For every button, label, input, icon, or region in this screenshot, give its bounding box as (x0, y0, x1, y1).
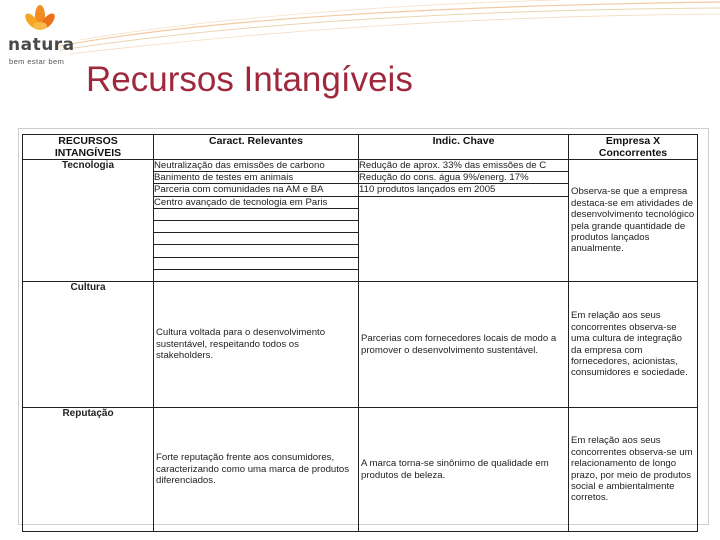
caract-line: Parceria com comunidades na AM e BA (154, 184, 358, 196)
cell-indic-cultura (359, 282, 569, 408)
cell-empresa-tecnologia (569, 160, 698, 282)
header-recursos: RECURSOS INTANGÍVEIS (23, 135, 154, 160)
row-label-cultura: Cultura (23, 282, 154, 408)
header-empresa: Empresa X Concorrentes (569, 135, 698, 160)
cell-indic-reputacao (359, 408, 569, 532)
caract-text: Cultura voltada para o desenvolvimento sustentável, respeitando todos os stakeholders. (156, 327, 326, 362)
cell-empresa-cultura (569, 282, 698, 408)
row-label-reputacao: Reputação (23, 408, 154, 532)
cell-caract-cultura (154, 282, 359, 408)
flower-logo-icon (22, 2, 58, 36)
table-header-row (23, 135, 698, 160)
empty-line (154, 221, 358, 233)
caract-line: Neutralização das emissões de carbono (154, 160, 358, 172)
cell-empresa-reputacao (569, 408, 698, 532)
empresa-text: Em relação aos seus concorrentes observa-se um relacionamento de longo prazo, por meio de produtos social e ambientalmente corretos. (571, 435, 693, 504)
indic-line: Redução de aprox. 33% das emissões de C (359, 160, 568, 172)
empresa-text: Em relação aos seus concorrentes observa-se uma cultura de integração da empresa com fornecedores, acionistas, consumidores e sociedade. (571, 310, 688, 379)
row-label-tecnologia: Tecnologia (23, 160, 154, 282)
caract-text: Forte reputação frente aos consumidores, caracterizando como uma marca de produtos diferenciados. (156, 452, 350, 487)
cell-caract-tecnologia (154, 160, 359, 282)
natura-logo (4, 2, 76, 68)
cell-indic-tecnologia (359, 160, 569, 282)
caract-line: Centro avançado de tecnologia em Paris (154, 197, 358, 209)
logo-wordmark: natura (8, 35, 75, 55)
caract-line: Banimento de testes em animais (154, 172, 358, 184)
cell-caract-reputacao (154, 408, 359, 532)
empty-line (154, 245, 358, 257)
table-row-tecnologia (23, 160, 698, 282)
logo-tagline: bem estar bem (9, 57, 65, 66)
header-caract: Caract. Relevantes (154, 135, 359, 160)
slide-title: Recursos Intangíveis (86, 60, 413, 99)
indic-text: A marca torna-se sinônimo de qualidade em produtos de beleza. (361, 458, 549, 481)
empty-line (154, 209, 358, 221)
indic-line: Redução do cons. água 9%/energ. 17% (359, 172, 568, 184)
empty-line (154, 258, 358, 270)
indic-line: 110 produtos lançados em 2005 (359, 184, 568, 196)
intangible-resources-table (22, 134, 698, 532)
header-indic: Indic. Chave (359, 135, 569, 160)
table-row-cultura (23, 282, 698, 408)
empresa-text: Observa-se que a empresa destaca-se em atividades de desenvolvimento tecnológico pela grande quantidade de produtos lançados anualmente. (571, 186, 695, 255)
empty-line (154, 233, 358, 245)
indic-text: Parcerias com fornecedores locais de modo a promover o desenvolvimento sustentável. (361, 333, 557, 356)
table-row-reputacao (23, 408, 698, 532)
